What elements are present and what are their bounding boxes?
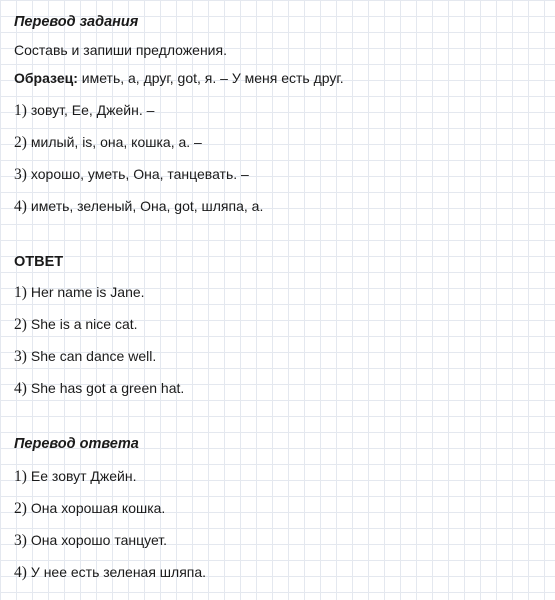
answer-item-1: [14, 282, 145, 302]
translation-item-2-text: Она хорошая кошка.: [30, 500, 166, 516]
answer-item-2-number: 2): [14, 316, 27, 333]
translation-item-3-text: Она хорошо танцует.: [30, 532, 168, 548]
answer-item-4: [14, 378, 184, 398]
answer-item-3: [14, 346, 156, 366]
task-item-2-number: 2): [14, 134, 27, 151]
answer-translation-heading: Перевод ответа: [14, 436, 139, 452]
example-text: иметь, а, друг, got, я. – У меня есть друг.: [77, 70, 344, 86]
task-item-3-number: 3): [14, 166, 27, 183]
task-example: [14, 68, 344, 88]
task-item-2: [14, 132, 202, 152]
translation-item-4-number: 4): [14, 564, 27, 581]
task-item-4-text: иметь, зеленый, Она, got, шляпа, а.: [30, 198, 264, 214]
answer-item-4-number: 4): [14, 380, 27, 397]
translation-item-2-number: 2): [14, 500, 27, 517]
translation-item-1-text: Ее зовут Джейн.: [30, 468, 137, 484]
answer-heading: ОТВЕТ: [14, 254, 64, 270]
answer-item-1-number: 1): [14, 284, 27, 301]
task-item-2-text: милый, is, она, кошка, а. –: [30, 134, 202, 150]
task-item-3-text: хорошо, уметь, Она, танцевать. –: [30, 166, 249, 182]
task-item-1: [14, 100, 154, 120]
task-item-4-number: 4): [14, 198, 27, 215]
translation-item-2: [14, 498, 165, 518]
answer-item-1-text: Her name is Jane.: [30, 284, 145, 300]
task-item-3: [14, 164, 249, 184]
answer-item-2: [14, 314, 138, 334]
example-label: Образец:: [14, 70, 78, 86]
task-translation-heading: Перевод задания: [14, 14, 139, 30]
translation-item-3-number: 3): [14, 532, 27, 549]
translation-item-1: [14, 466, 137, 486]
translation-item-4-text: У нее есть зеленая шляпа.: [30, 564, 207, 580]
answer-item-4-text: She has got a green hat.: [30, 380, 185, 396]
answer-item-3-number: 3): [14, 348, 27, 365]
answer-item-3-text: She can dance well.: [30, 348, 157, 364]
translation-item-3: [14, 530, 167, 550]
task-item-1-text: зовут, Ее, Джейн. –: [30, 102, 155, 118]
translation-item-4: [14, 562, 206, 582]
task-item-1-number: 1): [14, 102, 27, 119]
task-instruction: Составь и запиши предложения.: [14, 42, 227, 58]
task-item-4: [14, 196, 263, 216]
translation-item-1-number: 1): [14, 468, 27, 485]
answer-item-2-text: She is a nice cat.: [30, 316, 138, 332]
